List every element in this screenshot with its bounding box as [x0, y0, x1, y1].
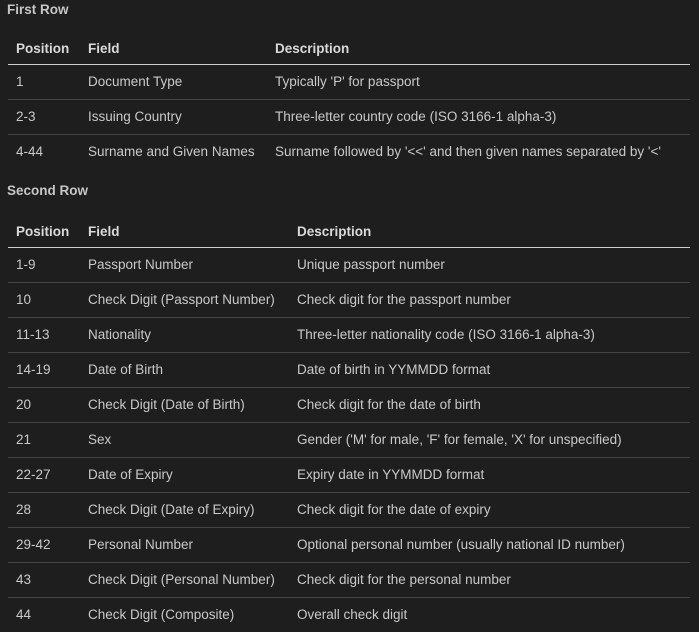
first-row-table — [8, 37, 690, 169]
second-row-heading: Second Row — [7, 183, 699, 198]
cell-field: Check Digit (Date of Expiry) — [80, 493, 289, 528]
column-header-description: Description — [289, 220, 690, 248]
column-header-position: Position — [8, 37, 80, 65]
cell-description: Expiry date in YYMMDD format — [289, 458, 690, 493]
table-row — [8, 135, 690, 170]
cell-description: Three-letter country code (ISO 3166-1 alpha-3) — [267, 100, 690, 135]
cell-field: Check Digit (Passport Number) — [80, 283, 289, 318]
cell-position: 29-42 — [8, 528, 80, 563]
table-row — [8, 528, 690, 563]
cell-field: Check Digit (Date of Birth) — [80, 388, 289, 423]
cell-field: Check Digit (Personal Number) — [80, 563, 289, 598]
cell-field: Issuing Country — [80, 100, 267, 135]
cell-description: Surname followed by '<<' and then given names separated by '<' — [267, 135, 690, 170]
table-row — [8, 283, 690, 318]
cell-description: Check digit for the date of expiry — [289, 493, 690, 528]
cell-position: 28 — [8, 493, 80, 528]
cell-field: Sex — [80, 423, 289, 458]
cell-position: 21 — [8, 423, 80, 458]
table-row — [8, 423, 690, 458]
cell-description: Typically 'P' for passport — [267, 65, 690, 100]
cell-position: 22-27 — [8, 458, 80, 493]
cell-position: 43 — [8, 563, 80, 598]
cell-description: Date of birth in YYMMDD format — [289, 353, 690, 388]
cell-position: 14-19 — [8, 353, 80, 388]
cell-field: Nationality — [80, 318, 289, 353]
cell-position: 4-44 — [8, 135, 80, 170]
cell-field: Check Digit (Composite) — [80, 598, 289, 632]
cell-position: 1 — [8, 65, 80, 100]
table-row — [8, 100, 690, 135]
cell-field: Document Type — [80, 65, 267, 100]
cell-field: Date of Expiry — [80, 458, 289, 493]
second-row-table — [8, 220, 690, 632]
column-header-field: Field — [80, 220, 289, 248]
table-row — [8, 563, 690, 598]
column-header-description: Description — [267, 37, 690, 65]
cell-field: Surname and Given Names — [80, 135, 267, 170]
table-row — [8, 493, 690, 528]
cell-position: 44 — [8, 598, 80, 632]
table-row — [8, 248, 690, 283]
table-row — [8, 458, 690, 493]
cell-description: Gender ('M' for male, 'F' for female, 'X' for unspecified) — [289, 423, 690, 458]
cell-field: Passport Number — [80, 248, 289, 283]
cell-description: Three-letter nationality code (ISO 3166-1 alpha-3) — [289, 318, 690, 353]
cell-description: Check digit for the personal number — [289, 563, 690, 598]
table-row — [8, 65, 690, 100]
table-header-row — [8, 220, 690, 248]
cell-field: Date of Birth — [80, 353, 289, 388]
table-row — [8, 318, 690, 353]
cell-position: 2-3 — [8, 100, 80, 135]
cell-description: Check digit for the passport number — [289, 283, 690, 318]
cell-position: 1-9 — [8, 248, 80, 283]
table-row — [8, 598, 690, 632]
cell-description: Overall check digit — [289, 598, 690, 632]
cell-field: Personal Number — [80, 528, 289, 563]
cell-description: Unique passport number — [289, 248, 690, 283]
first-row-heading: First Row — [7, 2, 699, 17]
table-row — [8, 388, 690, 423]
column-header-field: Field — [80, 37, 267, 65]
cell-position: 20 — [8, 388, 80, 423]
cell-position: 10 — [8, 283, 80, 318]
column-header-position: Position — [8, 220, 80, 248]
table-row — [8, 353, 690, 388]
table-header-row — [8, 37, 690, 65]
cell-description: Check digit for the date of birth — [289, 388, 690, 423]
cell-description: Optional personal number (usually national ID number) — [289, 528, 690, 563]
cell-position: 11-13 — [8, 318, 80, 353]
